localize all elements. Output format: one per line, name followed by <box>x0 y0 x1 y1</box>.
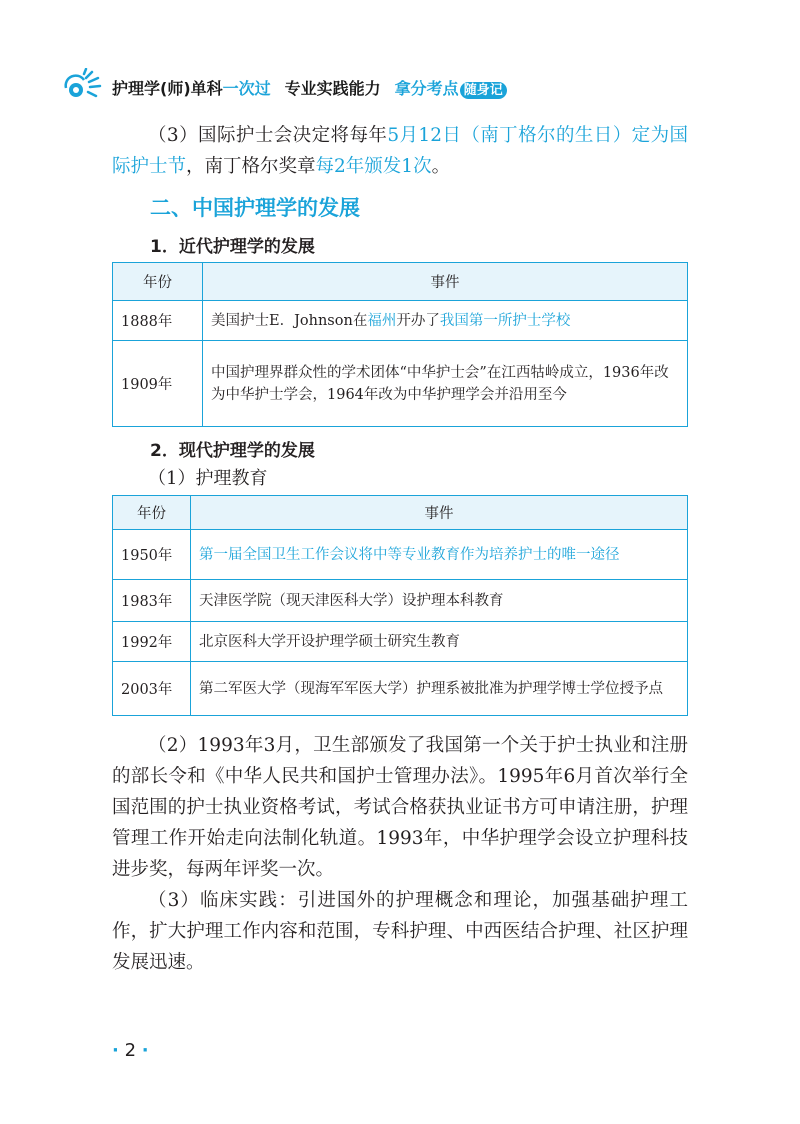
event-highlight-school: 我国第一所护士学校 <box>439 312 571 329</box>
cell-event: 第二军医大学（现海军军医大学）护理系被批准为护理学博士学位授予点 <box>191 662 688 716</box>
page-number: · 2 · <box>112 1040 149 1061</box>
table-header-row <box>113 496 688 530</box>
table-row <box>113 580 688 622</box>
running-header <box>62 68 542 104</box>
section-title: 二、中国护理学的发展 <box>150 196 360 220</box>
table-row <box>113 301 688 341</box>
intro-paragraph <box>112 120 688 182</box>
cell-event <box>203 301 688 341</box>
cell-event: 第一届全国卫生工作会议将中等专业教育作为培养护士的唯一途径 <box>191 530 688 580</box>
header-book-title: 护理学(师)单科 <box>112 79 223 98</box>
header-series: 拿分考点 <box>394 79 459 98</box>
header-badge: 随身记 <box>460 82 507 99</box>
cell-year: 2003年 <box>113 662 191 716</box>
column-header-event: 事件 <box>191 496 688 530</box>
intro-highlight-1: 5月12日（南丁格尔的生日）定为国际护士节 <box>112 125 689 177</box>
subsection-title-2: 2．现代护理学的发展 <box>150 441 315 461</box>
cell-event: 北京医科大学开设护理学硕士研究生教育 <box>191 622 688 662</box>
modern-nursing-table-early <box>112 262 688 427</box>
header-subject: 专业实践能力 <box>284 79 381 98</box>
column-header-year: 年份 <box>113 496 191 530</box>
table-row <box>113 662 688 716</box>
subsection-title-2a: （1）护理教育 <box>148 468 268 489</box>
body-paragraph-3: （3）临床实践：引进国外的护理概念和理论，加强基础护理工作，扩大护理工作内容和范围，专科护理、中西医结合护理、社区护理发展迅速。 <box>112 890 688 973</box>
cell-event: 天津医学院（现天津医科大学）设护理本科教育 <box>191 580 688 622</box>
intro-text-2: ，南丁格尔奖章 <box>186 156 316 177</box>
table-row <box>113 530 688 580</box>
header-title <box>112 76 507 99</box>
table-row <box>113 341 688 427</box>
event-highlight-place: 福州 <box>367 312 397 329</box>
body-paragraph-2: （2）1993年3月，卫生部颁发了我国第一个关于护士执业和注册的部长令和《中华人民共和国护士管理办法》。1995年6月首次举行全国范围的护士执业资格考试，考试合格获执业证书方可申请注册，护理管理工作开始走向法制化轨道。1993年，中华护理学会设立护理科技进步奖，每两年评奖一次。 <box>112 735 688 880</box>
cell-year: 1888年 <box>113 301 203 341</box>
intro-highlight-2: 每2年颁发1次 <box>315 156 432 177</box>
sun-swirl-icon <box>62 68 106 104</box>
event-text: 开办了 <box>396 312 440 329</box>
cell-year: 1950年 <box>113 530 191 580</box>
intro-text-3: 。 <box>431 156 451 177</box>
table-row <box>113 622 688 662</box>
event-text: 美国护士E．Johnson在 <box>211 312 368 329</box>
cell-year: 1909年 <box>113 341 203 427</box>
nursing-education-table <box>112 495 688 716</box>
page-number-value: 2 <box>124 1040 137 1061</box>
cell-event: 中国护理界群众性的学术团体“中华护士会”在江西牯岭成立，1936年改为中华护士学会，1964年改为中华护理学会并沿用至今 <box>203 341 688 427</box>
column-header-year: 年份 <box>113 263 203 301</box>
subsection-title-1: 1．近代护理学的发展 <box>150 237 315 257</box>
cell-year: 1983年 <box>113 580 191 622</box>
header-book-emphasis: 一次过 <box>222 79 271 98</box>
cell-year: 1992年 <box>113 622 191 662</box>
table-header-row <box>113 263 688 301</box>
intro-text-1: （3）国际护士会决定将每年 <box>148 125 388 146</box>
column-header-event: 事件 <box>203 263 688 301</box>
